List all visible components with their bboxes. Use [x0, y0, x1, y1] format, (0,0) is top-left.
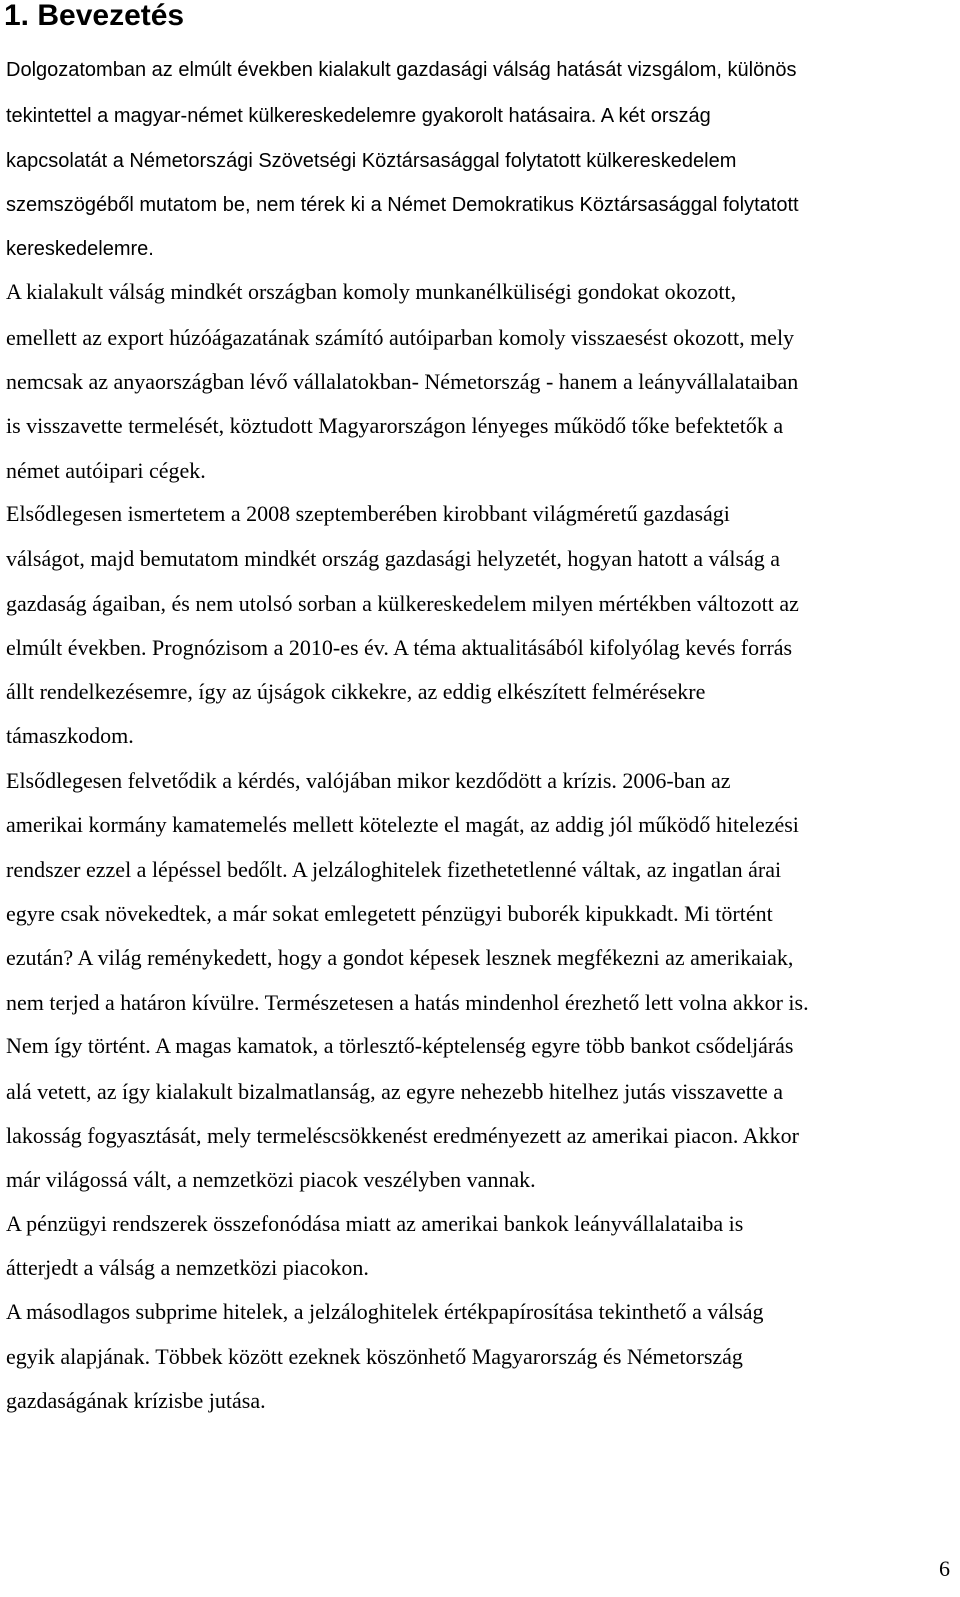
text-line: lakosság fogyasztását, mely termeléscsökkenést eredményezett az amerikai piacon. Akkor: [6, 1123, 799, 1148]
text-line: német autóipari cégek.: [6, 458, 206, 483]
text-line: A másodlagos subprime hitelek, a jelzáloghitelek értékpapírosítása tekinthető a válság: [6, 1299, 764, 1324]
text-line: A pénzügyi rendszerek összefonódása miatt az amerikai bankok leányvállalataiba is: [6, 1211, 744, 1236]
text-line: gazdaságának krízisbe jutása.: [6, 1388, 266, 1413]
text-line: szemszögéből mutatom be, nem térek ki a Német Demokratikus Köztársasággal folytatott: [6, 194, 799, 216]
text-line: kereskedelemre.: [6, 238, 154, 260]
text-line: tekintettel a magyar-német külkereskedelemre gyakorolt hatásaira. A két ország: [6, 105, 711, 127]
text-line: gazdaság ágaiban, és nem utolsó sorban a külkereskedelem milyen mértékben változott az: [6, 591, 799, 616]
text-line: már világossá vált, a nemzetközi piacok veszélyben vannak.: [6, 1167, 536, 1192]
text-line: nemcsak az anyaországban lévő vállalatokban- Németország - hanem a leányvállalataiban: [6, 369, 799, 394]
text-line: állt rendelkezésemre, így az újságok cikkekre, az eddig elkészített felmérésekre: [6, 679, 706, 704]
text-line: támaszkodom.: [6, 723, 134, 748]
text-line: nem terjed a határon kívülre. Természetesen a hatás mindenhol érezhető lett volna akkor is.: [6, 990, 809, 1015]
text-line: is visszavette termelését, köztudott Magyarországon lényeges működő tőke befektetők a: [6, 413, 784, 438]
text-line: Elsődlegesen ismertetem a 2008 szeptemberében kirobbant világméretű gazdasági: [6, 501, 730, 526]
text-line: ezután? A világ reménykedett, hogy a gondot képesek lesznek megfékezni az amerikaiak,: [6, 945, 794, 970]
text-line: Nem így történt. A magas kamatok, a törlesztő-képtelenség egyre több bankot csődeljárás: [6, 1033, 794, 1058]
text-line: rendszer ezzel a lépéssel bedőlt. A jelzáloghitelek fizethetetlenné váltak, az ingatlan árai: [6, 857, 782, 882]
text-line: egyik alapjának. Többek között ezeknek köszönhető Magyarország és Németország: [6, 1344, 743, 1369]
page-number: 6: [939, 1556, 950, 1581]
text-line: amerikai kormány kamatemelés mellett kötelezte el magát, az addig jól működő hitelezési: [6, 812, 799, 837]
text-line: egyre csak növekedtek, a már sokat emlegetett pénzügyi buborék kipukkadt. Mi történt: [6, 901, 773, 926]
text-line: átterjedt a válság a nemzetközi piacokon.: [6, 1255, 369, 1280]
text-line: elmúlt években. Prognózisom a 2010-es év. A téma aktualitásából kifolyólag kevés forrás: [6, 635, 793, 660]
text-line: emellett az export húzóágazatának számító autóiparban komoly visszaesést okozott, mely: [6, 325, 795, 350]
text-line: alá vetett, az így kialakult bizalmatlanság, az egyre nehezebb hitelhez jutás visszavette a: [6, 1079, 783, 1104]
text-line: Elsődlegesen felvetődik a kérdés, valójában mikor kezdődött a krízis. 2006-ban az: [6, 768, 731, 793]
section-heading: 1. Bevezetés: [4, 0, 185, 32]
text-line: Dolgozatomban az elmúlt években kialakult gazdasági válság hatását vizsgálom, különös: [6, 59, 797, 81]
text-line: A kialakult válság mindkét országban komoly munkanélküliségi gondokat okozott,: [6, 279, 737, 304]
text-line: válságot, majd bemutatom mindkét ország gazdasági helyzetét, hogyan hatott a válság a: [6, 546, 781, 571]
text-line: kapcsolatát a Németországi Szövetségi Köztársasággal folytatott külkereskedelem: [6, 150, 737, 172]
